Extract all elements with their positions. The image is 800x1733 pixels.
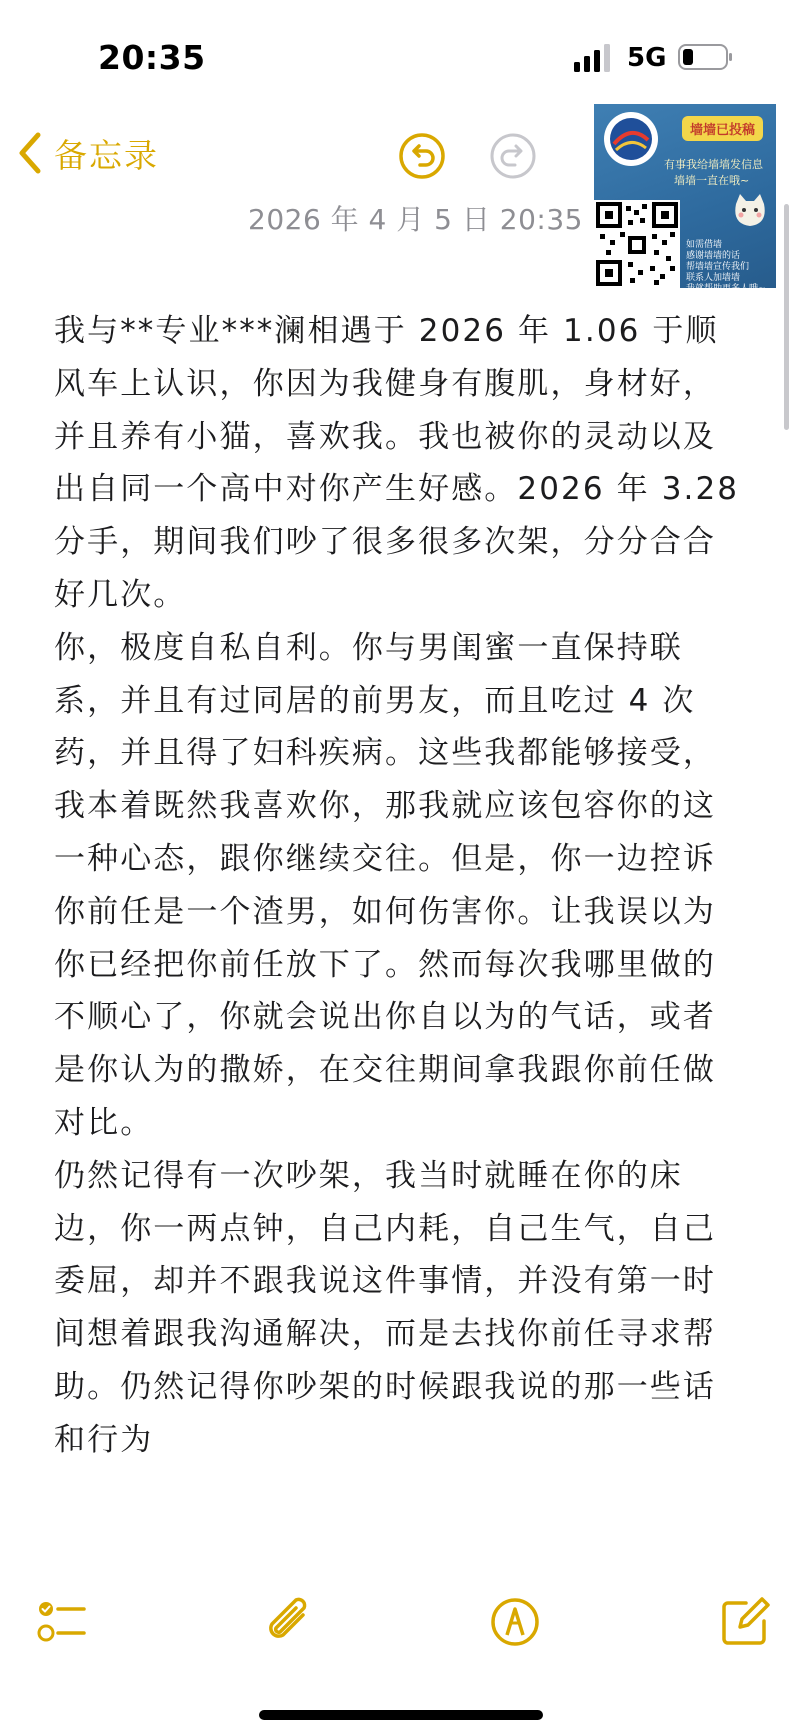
scrollbar[interactable] (784, 204, 789, 430)
back-button-label: 备忘录 (54, 135, 159, 175)
markup-icon[interactable] (488, 1595, 542, 1649)
note-date: 2026 年 4 月 5 日 20:35 (248, 203, 583, 236)
watermark-line-2: 墙墙一直在哦~ (674, 174, 750, 187)
network-type: 5G (627, 43, 667, 73)
cellular-signal-icon (574, 44, 614, 72)
back-button[interactable] (16, 128, 159, 178)
note-paragraph-1: 我与**专业***澜相遇于 2026 年 1.06 于顺风车上认识，你因为我健身有腹肌，身材好，并且养有小猫，喜欢我。我也被你的灵动以及出自同一个高中对你产生好感。2026 年 3.28 分手，期间我们吵了很多很多次架，分分合合好几次。 (54, 313, 740, 613)
status-time: 20:35 (98, 38, 206, 77)
note-paragraph-2: 你，极度自私自利。你与男闺蜜一直保持联系，并且有过同居的前男友，而且吃过 4 次药，并且得了妇科疾病。这些我都能够接受，我本着既然我喜欢你，那我就应该包容你的这一种心态，跟你继续交往。但是，你一边控诉你前任是一个渣男，如何伤害你。让我误以为你已经把你前任放下了。然而每次我哪里做的不顺心了，你就会说出你自以为的气话，或者是你认为的撒娇，在交往期间拿我跟你前任做对比。 (54, 629, 716, 1141)
watermark-notes: 如需借墙 感谢墙墙的话 帮墙墙宣传我们 联系人加墙墙 我就帮助更多人哦~ (686, 240, 766, 294)
watermark-line-1: 有事我给墙墙发信息 (664, 158, 763, 171)
school-emblem-icon (602, 110, 660, 168)
qr-code-icon (594, 200, 680, 288)
cat-illustration-icon (730, 190, 770, 230)
watermark-tag: 墙墙已投稿 (682, 116, 763, 141)
chevron-left-icon (16, 131, 44, 175)
note-body[interactable] (54, 305, 744, 1467)
checklist-icon[interactable] (36, 1595, 90, 1649)
undo-icon[interactable] (397, 131, 447, 181)
attachment-icon[interactable] (263, 1595, 317, 1649)
home-indicator[interactable] (259, 1710, 543, 1720)
battery-icon (678, 44, 734, 70)
redo-icon[interactable] (488, 131, 538, 181)
note-paragraph-3: 仍然记得有一次吵架，我当时就睡在你的床边，你一两点钟，自己内耗，自己生气，自己委屈，却并不跟我说这件事情，并没有第一时间想着跟我沟通解决，而是去找你前任寻求帮助。仍然记得你吵架的时候跟我说的那一些话和行为 (54, 1157, 716, 1458)
watermark-badge (594, 104, 776, 294)
compose-icon[interactable] (718, 1595, 772, 1649)
